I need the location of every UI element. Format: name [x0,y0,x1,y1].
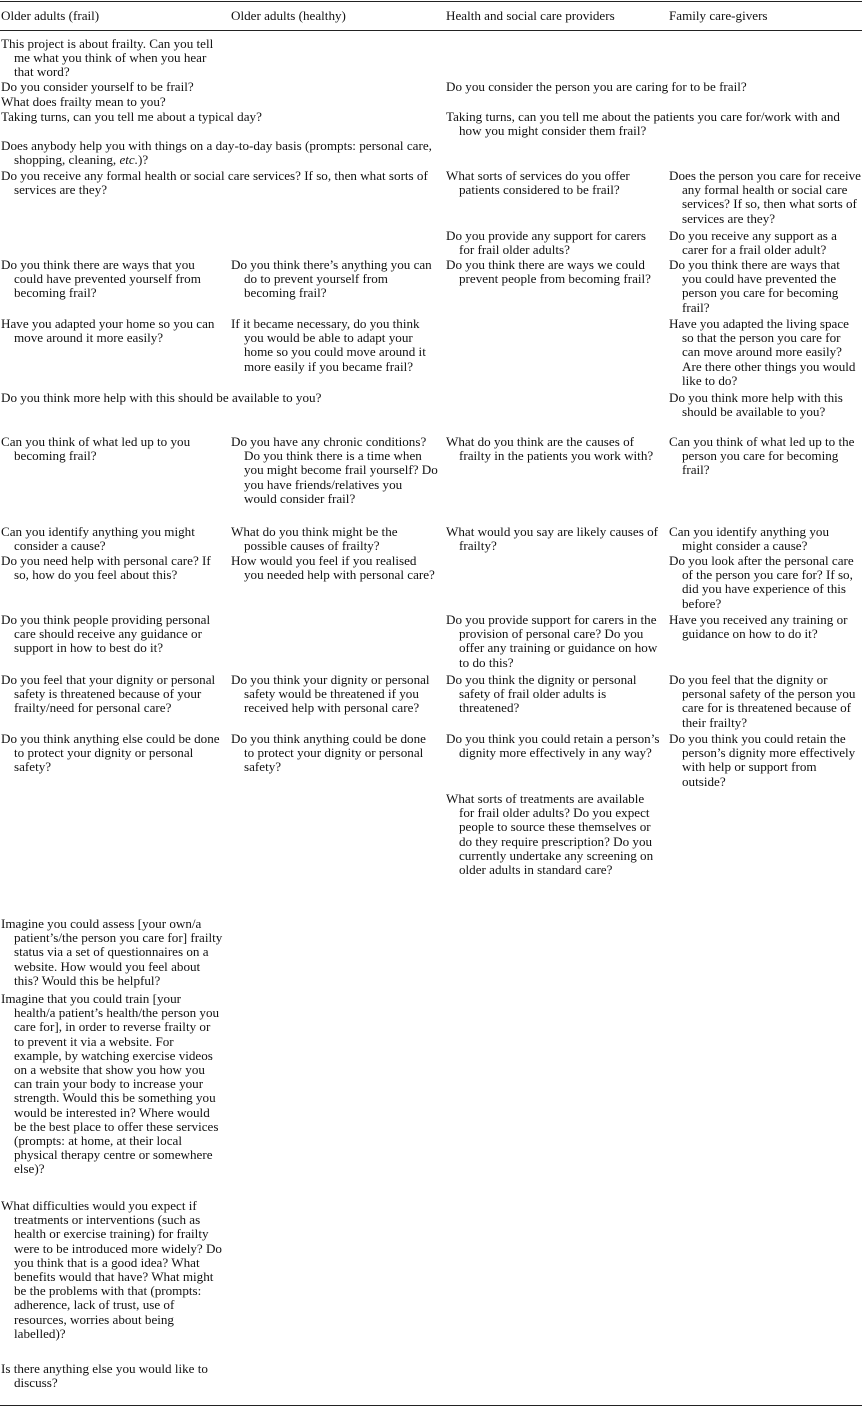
table-cell: What would you say are likely causes of frailty? [446,524,658,554]
table-cell: Do you consider yourself to be frail? [1,79,194,94]
table-cell: Can you think of what led up to the person you care for becoming frail? [669,434,855,478]
table-cell: Do you think there are ways we could prevent people from becoming frail? [446,257,651,287]
table-cell: Do you think anything could be done to protect your dignity or personal safety? [231,731,426,775]
table-cell: Do you think more help with this should be available to you? [1,390,322,405]
table-cell: Do you have any chronic conditions? Do you think there is a time when you might become frail yourself? Do you have friends/relatives you would consider frail? [231,434,438,506]
table-cell: Do you think people providing personal care should receive any guidance or support in how to best do it? [1,612,211,656]
table-cell: Do you receive any support as a carer for a frail older adult? [669,228,837,258]
table-cell: Do you feel that your dignity or personal safety is threatened because of your frailty/need for personal care? [1,672,216,716]
table-cell: Do you think you could retain a person’s dignity more effectively in any way? [446,731,660,761]
table-cell: What sorts of treatments are available for frail older adults? Do you expect people to source these themselves or do they require prescription? Do you currently undertake any screening on older adults in standard care? [446,791,654,878]
column-header-frail: Older adults (frail) [1,8,100,23]
table-bottom-rule [0,1405,862,1406]
table-cell: Have you adapted your home so you can move around it more easily? [1,316,215,346]
table-cell: Do you think there are ways that you could have prevented the person you care for becoming frail? [669,257,840,315]
table-cell: Do you receive any formal health or social care services? If so, then what sorts of services are they? [1,168,428,198]
table-cell: Do you think there are ways that you could have prevented yourself from becoming frail? [1,257,201,301]
table-cell: Do you think your dignity or personal safety would be threatened if you received help with personal care? [231,672,430,716]
table-cell: Have you received any training or guidance on how to do it? [669,612,848,642]
table-cell: Is there anything else you would like to discuss? [1,1361,208,1391]
table-cell: If it became necessary, do you think you would be able to adapt your home so you could move around it more easily if you became frail? [231,316,426,374]
table-cell: Does the person you care for receive any formal health or social care services? If so, then what sorts of services are they? [669,168,861,226]
table-cell: Does anybody help you with things on a day-to-day basis (prompts: personal care, shopping, cleaning, etc.)? [1,138,432,168]
table-cell: Have you adapted the living space so that the person you care for can move around more easily? Are there other things you would like to do? [669,316,856,388]
column-header-providers: Health and social care providers [446,8,615,23]
table-cell: Do you think there’s anything you can do to prevent yourself from becoming frail? [231,257,432,301]
table-cell: What does frailty mean to you? [1,94,166,109]
table-top-rule [0,1,862,2]
table-cell: Do you feel that the dignity or personal safety of the person you care for is threatened because of their frailty? [669,672,856,730]
table-cell: Do you think anything else could be done to protect your dignity or personal safety? [1,731,220,775]
table-cell: What do you think are the causes of frailty in the patients you work with? [446,434,654,464]
table-cell: Can you identify anything you might consider a cause? [669,524,830,554]
table-cell: Taking turns, can you tell me about a typical day? [1,109,262,124]
table-cell: Taking turns, can you tell me about the patients you care for/work with and how you might consider them frail? [446,109,840,139]
table-cell: Do you provide support for carers in the provision of personal care? Do you offer any training or guidance on how to do this? [446,612,658,670]
table-cell: What difficulties would you expect if treatments or interventions (such as health or exercise training) for frailty were to be introduced more widely? Do you think that is a good idea? What benefits would that have? What might be the problems with that (prompts: adherence, lack of trust, use of resources, worries about being labelled)? [1,1198,222,1341]
table-cell: Can you identify anything you might consider a cause? [1,524,195,554]
header-rule [0,30,862,31]
table-cell: Do you think you could retain the person’s dignity more effectively with help or support from outside? [669,731,856,789]
table-cell: Imagine that you could train [your health/a patient’s health/the person you care for], in order to reverse frailty or to prevent it via a website. For example, by watching exercise videos on a website that show you how you can train your body to increase your strength. Would this be something you would be interested in? Where would be the best place to offer these services (prompts: at home, at their local physical therapy centre or somewhere else)? [1,991,220,1177]
table-cell: Imagine you could assess [your own/a patient’s/the person you care for] frailty status via a set of questionnaires on a website. How would you feel about this? Would this be helpful? [1,916,223,988]
table-cell: Do you consider the person you are caring for to be frail? [446,79,747,94]
table-cell: Do you need help with personal care? If so, how do you feel about this? [1,553,211,583]
table-cell: Do you think more help with this should be available to you? [669,390,843,420]
table-cell: Do you think the dignity or personal safety of frail older adults is threatened? [446,672,637,716]
table-cell: What do you think might be the possible causes of frailty? [231,524,398,554]
table-cell: Can you think of what led up to you becoming frail? [1,434,191,464]
table-cell: This project is about frailty. Can you tell me what you think of when you hear that word? [1,36,214,80]
column-header-family: Family care-givers [669,8,768,23]
table-cell: Do you provide any support for carers for frail older adults? [446,228,646,258]
column-header-healthy: Older adults (healthy) [231,8,346,23]
table-cell: Do you look after the personal care of the person you care for? If so, did you have experience of this before? [669,553,854,611]
table-cell: How would you feel if you realised you needed help with personal care? [231,553,435,583]
table-cell: What sorts of services do you offer patients considered to be frail? [446,168,630,198]
